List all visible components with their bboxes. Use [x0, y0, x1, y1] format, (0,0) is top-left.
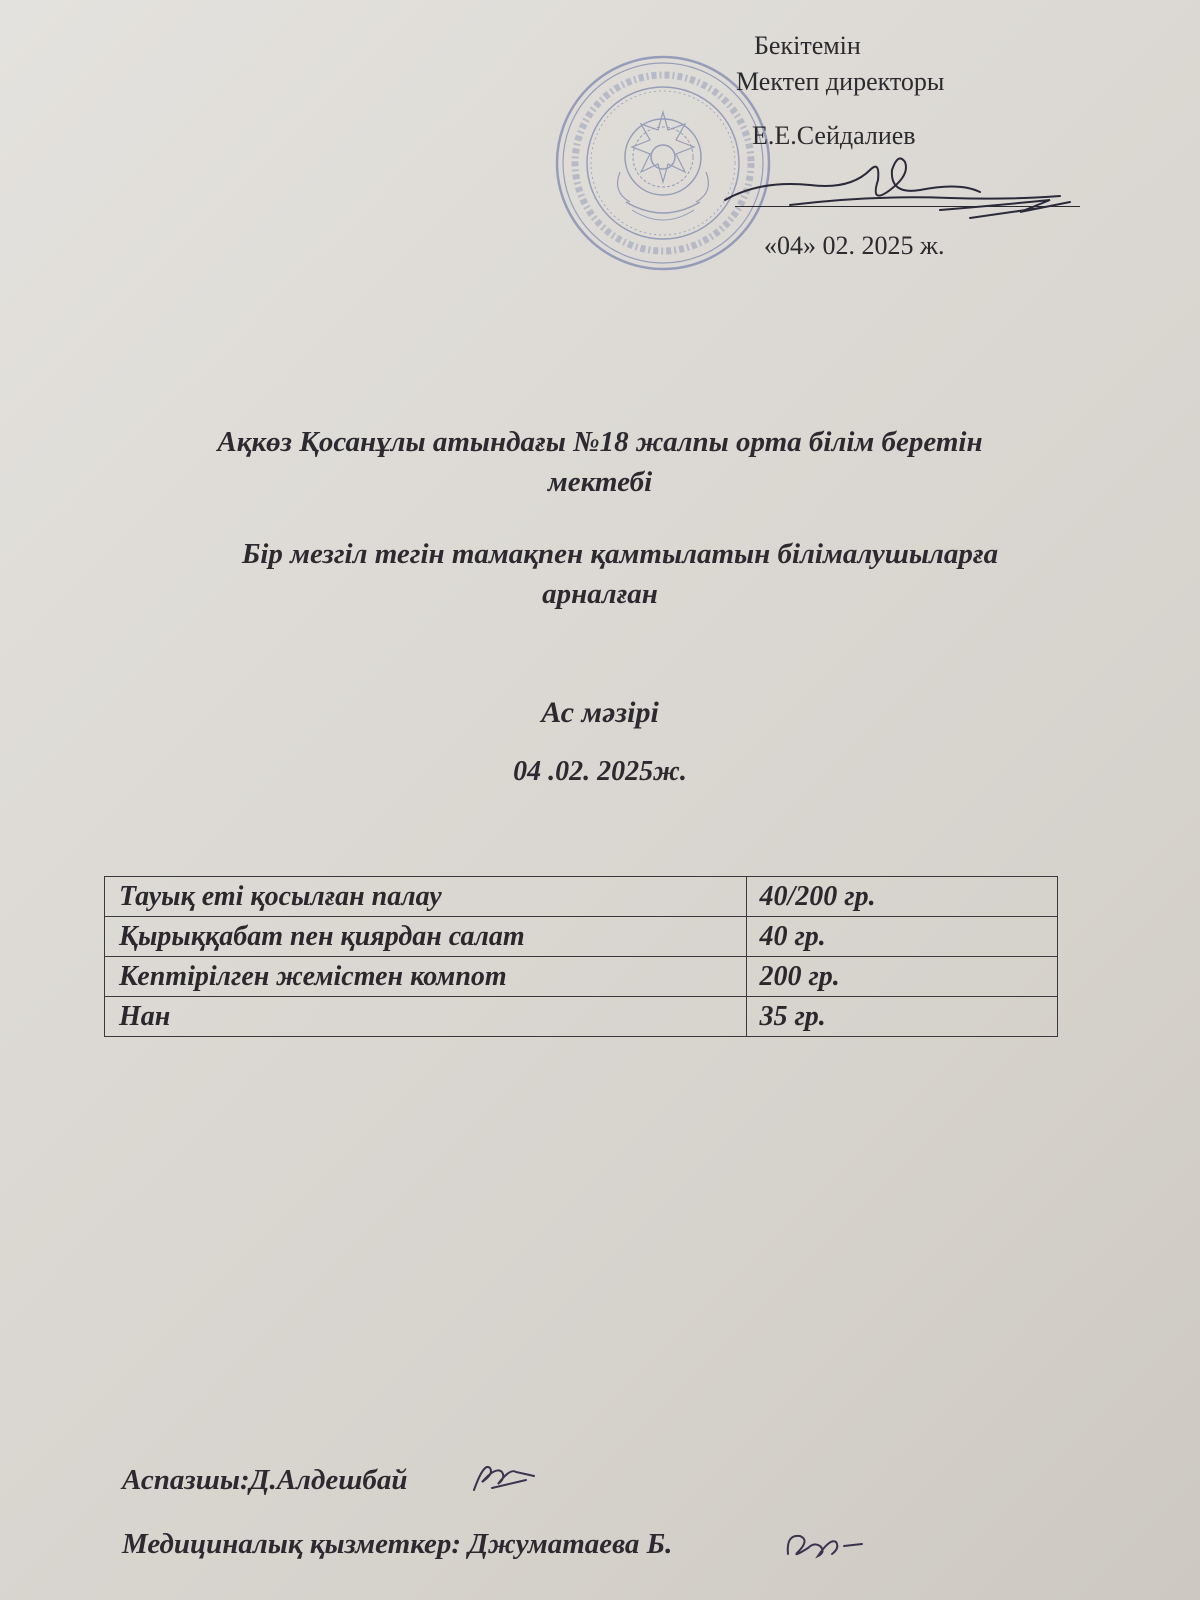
medic-name: Медициналық қызметкер: Джуматаева Б. — [122, 1528, 673, 1560]
dish-portion: 40/200 гр. — [747, 877, 1058, 917]
school-name-line1: Ақкөз Қосанұлы атындағы №18 жалпы орта білім беретін — [217, 426, 983, 458]
dish-portion: 35 гр. — [747, 997, 1058, 1037]
dish-name: Кептірілген жемістен компот — [105, 957, 747, 997]
dish-portion: 200 гр. — [747, 957, 1058, 997]
approve-label: Бекітемін — [754, 31, 861, 60]
medic-signature-icon — [782, 1524, 868, 1564]
menu-title: Ас мәзірі — [541, 696, 659, 729]
purpose-line1: Бір мезгіл тегін тамақпен қамтылатын білімалушыларға — [241, 538, 999, 570]
table-row — [105, 957, 1058, 997]
menu-date: 04 .02. 2025ж. — [513, 756, 687, 787]
director-signature-icon — [720, 150, 1080, 240]
cook-name: Аспазшы:Д.Алдешбай — [122, 1464, 408, 1496]
director-name: Е.Е.Сейдалиев — [752, 121, 916, 150]
director-position: Мектеп директоры — [736, 67, 945, 96]
medic-signature-line — [122, 1528, 672, 1561]
purpose-line2: арналған — [542, 578, 658, 610]
table-row — [105, 997, 1058, 1037]
dish-name: Қырыққабат пен қиярдан салат — [105, 917, 747, 957]
approval-date: «04» 02. 2025 ж. — [764, 231, 945, 260]
table-row — [105, 917, 1058, 957]
cook-signature-icon — [470, 1458, 540, 1498]
menu-table — [104, 876, 1058, 1037]
dish-name: Нан — [105, 997, 747, 1037]
cook-signature-line — [122, 1464, 407, 1497]
table-row — [105, 877, 1058, 917]
dish-name: Тауық еті қосылған палау — [105, 877, 747, 917]
school-name-line2: мектебі — [547, 466, 653, 498]
dish-portion: 40 гр. — [747, 917, 1058, 957]
